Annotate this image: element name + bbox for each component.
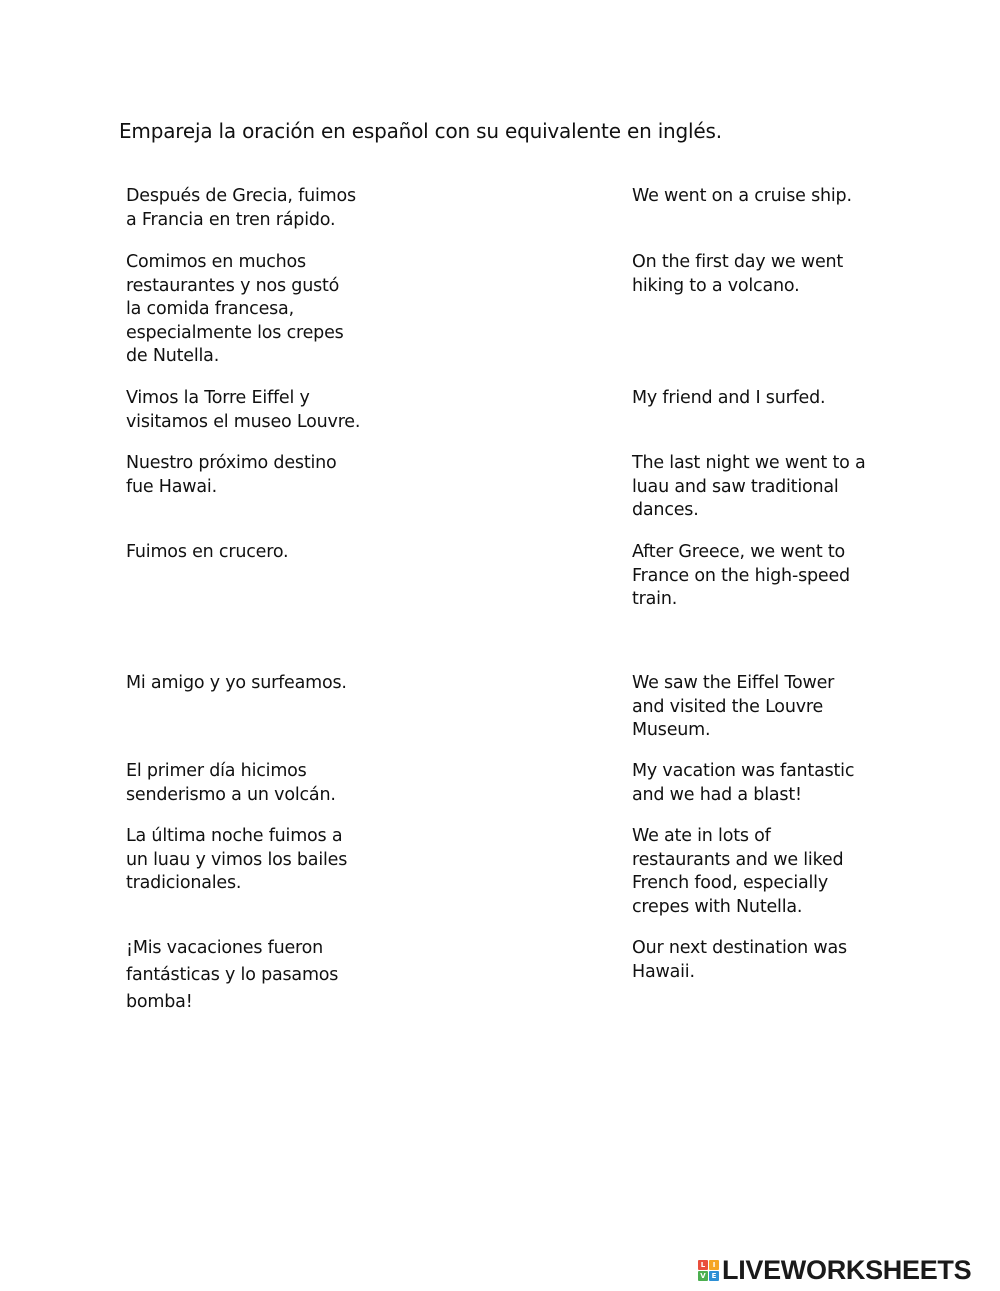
sentence-line: crepes with Nutella.: [632, 896, 803, 917]
sentence-line: La última noche fuimos a: [126, 826, 343, 846]
sentence-line: Después de Grecia, fuimos: [126, 186, 356, 206]
sentence-line: Comimos en muchos: [126, 252, 306, 272]
sentence-line: train.: [632, 589, 678, 609]
sentence-line: Fuimos en crucero.: [126, 542, 289, 562]
sentence-line: Hawaii.: [632, 961, 695, 982]
sentence-line: restaurants and we liked: [632, 849, 844, 870]
sentence-line: luau and saw traditional: [632, 476, 839, 497]
english-sentence[interactable]: [632, 672, 882, 743]
sentence-line: senderismo a un volcán.: [126, 784, 336, 805]
sentence-line: Vimos la Torre Eiffel y: [126, 388, 310, 408]
sentence-line: especialmente los crepes: [126, 322, 344, 343]
sentence-line: The last night we went to a: [632, 453, 866, 473]
english-sentence[interactable]: [632, 760, 882, 807]
sentence-line: and visited the Louvre: [632, 696, 824, 717]
english-sentence[interactable]: [632, 251, 882, 298]
sentence-line: France on the high-speed: [632, 565, 850, 586]
spanish-sentence[interactable]: [126, 935, 376, 1016]
liveworksheets-logo[interactable]: [698, 1255, 971, 1285]
sentence-line: and we had a blast!: [632, 784, 802, 805]
english-sentence[interactable]: [632, 937, 882, 984]
sentence-line: ¡Mis vacaciones fueron: [126, 938, 324, 958]
spanish-sentence[interactable]: [126, 825, 376, 896]
sentence-line: fantásticas y lo pasamos: [126, 965, 339, 985]
logo-block-e: E: [709, 1271, 719, 1281]
sentence-line: un luau y vimos los bailes: [126, 849, 348, 870]
sentence-line: Museum.: [632, 720, 711, 740]
spanish-sentence[interactable]: [126, 760, 376, 807]
logo-text: LIVEWORKSHEETS: [722, 1254, 972, 1285]
english-sentence[interactable]: [632, 452, 882, 523]
sentence-line: After Greece, we went to: [632, 542, 846, 562]
sentence-line: Our next destination was: [632, 938, 847, 958]
logo-block-i: I: [709, 1260, 719, 1270]
sentence-line: We saw the Eiffel Tower: [632, 673, 835, 693]
english-sentence[interactable]: [632, 185, 882, 209]
logo-block-v: V: [698, 1271, 708, 1281]
sentence-line: la comida francesa,: [126, 299, 294, 319]
sentence-line: My vacation was fantastic: [632, 761, 855, 781]
sentence-line: El primer día hicimos: [126, 761, 307, 781]
sentence-line: restaurantes y nos gustó: [126, 275, 340, 296]
sentence-line: French food, especially: [632, 873, 828, 893]
sentence-line: dances.: [632, 500, 699, 520]
english-sentence[interactable]: [632, 541, 882, 612]
spanish-sentence[interactable]: [126, 387, 376, 434]
sentence-line: My friend and I surfed.: [632, 388, 826, 408]
english-sentence[interactable]: [632, 387, 882, 411]
sentence-line: Mi amigo y yo surfeamos.: [126, 673, 347, 693]
sentence-line: bomba!: [126, 992, 193, 1012]
logo-block-l: L: [698, 1260, 708, 1270]
spanish-sentence[interactable]: [126, 672, 376, 696]
sentence-line: Nuestro próximo destino: [126, 453, 337, 473]
sentence-line: de Nutella.: [126, 346, 220, 366]
sentence-line: hiking to a volcano.: [632, 275, 800, 296]
sentence-line: We went on a cruise ship.: [632, 186, 852, 206]
spanish-sentence[interactable]: [126, 541, 376, 565]
logo-blocks-icon: [698, 1260, 719, 1281]
instruction-heading: Empareja la oración en español con su equivalente en inglés.: [119, 119, 722, 143]
sentence-line: fue Hawai.: [126, 476, 217, 497]
sentence-line: tradicionales.: [126, 873, 242, 893]
sentence-line: On the first day we went: [632, 252, 844, 272]
sentence-line: visitamos el museo Louvre.: [126, 411, 361, 432]
sentence-line: We ate in lots of: [632, 826, 771, 846]
spanish-sentence[interactable]: [126, 185, 376, 232]
spanish-sentence[interactable]: [126, 251, 376, 369]
english-sentence[interactable]: [632, 825, 882, 919]
sentence-line: a Francia en tren rápido.: [126, 209, 336, 230]
spanish-sentence[interactable]: [126, 452, 376, 499]
